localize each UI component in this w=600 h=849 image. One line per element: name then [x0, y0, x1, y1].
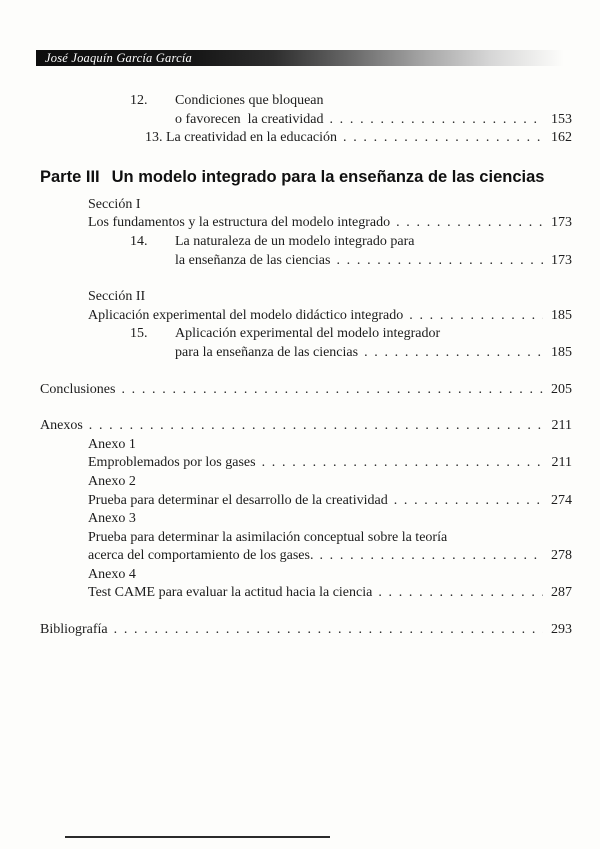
page-number: 211	[551, 418, 572, 434]
entry-text: Anexo 3	[88, 511, 136, 527]
entry-text: Test CAME para evaluar la actitud hacia la ciencia	[88, 585, 373, 601]
entry-number: 12.	[130, 93, 148, 108]
dot-leader	[121, 381, 543, 400]
page-number: 278	[551, 548, 572, 564]
toc-entry	[40, 621, 572, 640]
entry-text: Anexo 2	[88, 473, 136, 489]
toc-entry	[40, 252, 572, 271]
entry-number: 15.	[130, 326, 148, 342]
scan-artifact-line	[65, 836, 330, 838]
toc-entry	[40, 196, 572, 215]
entry-text: Prueba para determinar el desarrollo de la creatividad	[88, 492, 388, 508]
dot-leader	[343, 129, 543, 148]
page-number: 293	[551, 622, 572, 638]
entry-text: Anexo 1	[88, 436, 136, 452]
toc-entry	[40, 547, 572, 566]
entry-text: Emproblemados por los gases	[88, 455, 256, 471]
dot-leader	[262, 454, 543, 473]
entry-text: Sección I	[88, 196, 141, 212]
table-of-contents	[0, 92, 600, 640]
toc-entry	[40, 92, 572, 111]
entry-text: la enseñanza de las ciencias	[175, 252, 331, 268]
toc-entry	[40, 510, 572, 529]
toc-entry	[40, 214, 572, 233]
entry-number: 14.	[130, 233, 148, 249]
dot-leader	[378, 584, 543, 603]
page-number: 173	[551, 215, 572, 231]
page-number: 162	[551, 130, 572, 146]
toc-entry	[40, 381, 572, 400]
entry-text: para la enseñanza de las ciencias	[175, 344, 359, 360]
dot-leader	[329, 111, 543, 130]
entry-text: Los fundamentos y la estructura del modelo integrado	[88, 215, 391, 231]
dot-leader	[394, 492, 543, 511]
dot-leader	[336, 252, 543, 271]
toc-entry	[40, 566, 572, 585]
entry-text: Prueba para determinar la asimilación conceptual sobre la teoría	[88, 529, 448, 545]
entry-text: Condiciones que bloquean	[175, 93, 324, 108]
toc-entry	[40, 417, 572, 436]
toc-entry	[40, 288, 572, 307]
page-number: 185	[551, 344, 572, 360]
page-number: 274	[551, 492, 572, 508]
entry-text: Anexo 4	[88, 566, 136, 582]
entry-text: Bibliografía	[40, 622, 108, 638]
toc-entry	[40, 307, 572, 326]
dot-leader	[396, 214, 543, 233]
toc-entry	[40, 129, 572, 148]
page-number: 153	[551, 111, 572, 127]
toc-entry	[40, 233, 572, 252]
running-header-author: José Joaquín García García	[45, 50, 192, 65]
toc-entry	[40, 325, 572, 344]
toc-part-label: Parte III	[40, 167, 100, 186]
toc-entry	[40, 584, 572, 603]
page-number: 185	[551, 307, 572, 323]
toc-entry	[40, 344, 572, 363]
dot-leader	[89, 417, 543, 436]
toc-part-heading	[40, 166, 572, 188]
dot-leader	[409, 307, 543, 326]
toc-entry	[40, 111, 572, 130]
dot-leader	[364, 344, 543, 363]
page-number: 173	[551, 252, 572, 268]
entry-text: o favorecen la creatividad	[175, 111, 324, 127]
entry-text: acerca del comportamiento de los gases.	[88, 548, 314, 564]
entry-text: La naturaleza de un modelo integrado para	[175, 233, 415, 249]
toc-entry	[40, 492, 572, 511]
entry-text: Anexos	[40, 418, 83, 434]
page-number: 211	[551, 455, 572, 471]
entry-text: 13. La creatividad en la educación	[145, 130, 338, 146]
toc-part-title: Un modelo integrado para la enseñanza de las ciencias	[111, 167, 545, 186]
entry-text: Conclusiones	[40, 381, 116, 397]
running-header-bar	[36, 50, 564, 66]
dot-leader	[319, 547, 543, 566]
page-number: 287	[551, 585, 572, 601]
dot-leader	[114, 621, 543, 640]
toc-entry	[40, 454, 572, 473]
toc-entry	[40, 436, 572, 455]
page-number: 205	[551, 381, 572, 397]
toc-entry	[40, 473, 572, 492]
entry-text: Aplicación experimental del modelo didáctico integrado	[88, 307, 404, 323]
toc-entry	[40, 529, 572, 548]
entry-text: Sección II	[88, 289, 146, 305]
entry-text: Aplicación experimental del modelo integrador	[175, 326, 441, 342]
